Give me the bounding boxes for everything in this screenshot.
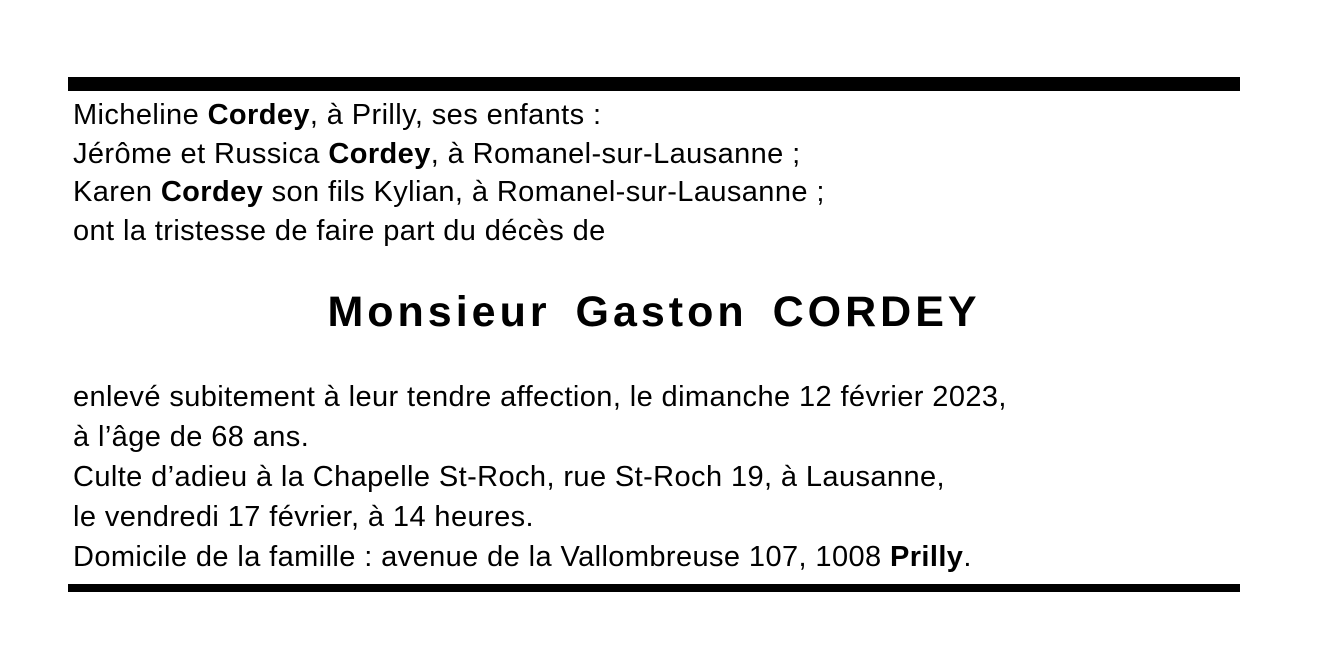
text-segment: Karen	[73, 176, 161, 208]
intro-line	[73, 96, 1273, 135]
detail-line	[73, 417, 1273, 457]
place-name-bold: Prilly	[890, 541, 964, 573]
detail-line	[73, 497, 1273, 537]
detail-line	[73, 457, 1273, 497]
intro-line	[73, 173, 1273, 212]
text-segment: enlevé subitement à leur tendre affection, le dimanche 12 février 2023,	[73, 381, 1007, 413]
detail-line	[73, 537, 1273, 577]
family-name-bold: Cordey	[160, 176, 264, 208]
text-segment: Domicile de la famille : avenue de la Vallombreuse 107, 1008	[73, 541, 890, 573]
family-intro-paragraph	[73, 96, 1273, 250]
text-segment: Jérôme et Russica	[73, 137, 329, 170]
intro-line	[73, 135, 1273, 174]
text-segment: , à Prilly, ses enfants :	[309, 99, 602, 131]
bottom-rule	[68, 584, 1240, 592]
text-segment: ont la tristesse de faire part du décès de	[73, 214, 606, 247]
text-segment: , à Romanel-sur-Lausanne ;	[430, 137, 801, 170]
intro-line	[73, 212, 1273, 251]
text-segment: son fils Kylian, à Romanel-sur-Lausanne ;	[263, 176, 825, 208]
family-name-bold: Cordey	[207, 99, 310, 131]
text-segment: le vendredi 17 février, à 14 heures.	[73, 501, 534, 533]
top-rule	[68, 77, 1240, 91]
detail-line	[73, 377, 1273, 417]
text-segment: Culte d’adieu à la Chapelle St-Roch, rue St-Roch 19, à Lausanne,	[73, 461, 945, 493]
text-segment: Micheline	[73, 99, 208, 131]
details-paragraph	[73, 377, 1273, 577]
text-segment: à l’âge de 68 ans.	[73, 421, 310, 453]
deceased-name-title: Monsieur Gaston CORDEY	[327, 288, 981, 336]
family-name-bold: Cordey	[328, 137, 431, 170]
text-segment: .	[963, 541, 972, 573]
